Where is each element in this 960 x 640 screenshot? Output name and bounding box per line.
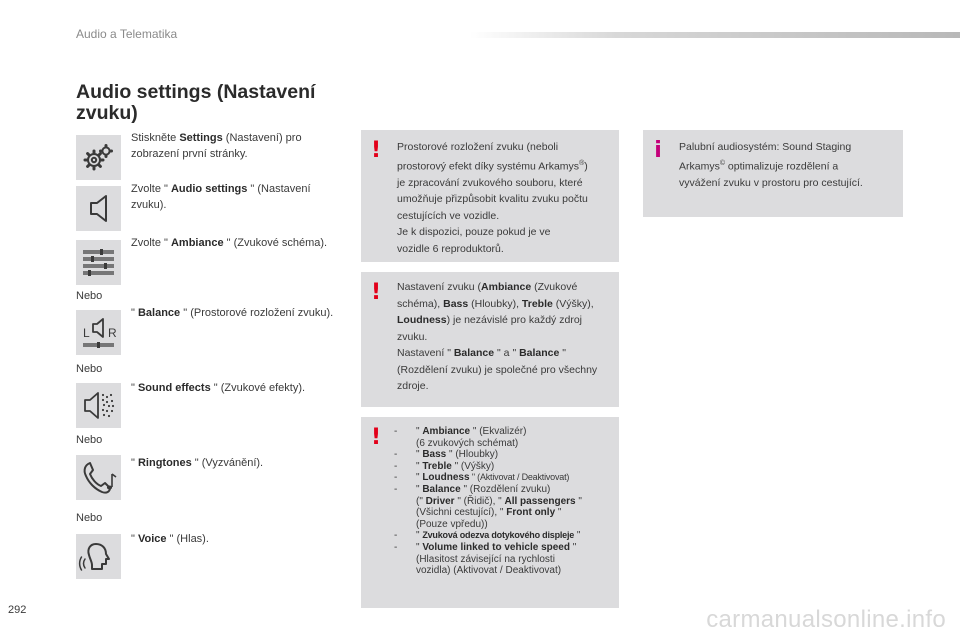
step-ringtones-text: " Ringtones " (Vyzvánění).: [131, 457, 264, 469]
sound-effects-icon: [76, 383, 121, 428]
step-sound-effects-text: " Sound effects " (Zvukové efekty).: [131, 382, 306, 394]
voice-icon: [76, 534, 121, 579]
page-number: 292: [8, 604, 27, 616]
svg-text:R: R: [108, 326, 117, 340]
or-label: Nebo: [76, 363, 103, 375]
note-text: Prostorové rozložení zvuku (neboli prostorový efekt díky systému Arkamys®) je zpracování zvukového souboru, které umožňuje přizpůsobit kvalitu zvuku počtu cestujících ve vozidle. Je k dispozici, pouze pokud je ve vozidle 6 reproduktorů.: [397, 141, 588, 255]
step-audio-settings-text: Zvolte " Audio settings " (Nastavení zvuku).: [131, 183, 311, 211]
warning-icon: !: [370, 425, 382, 450]
list-item: - " Treble " (Výšky): [394, 460, 495, 472]
warning-note-independence: [361, 272, 619, 407]
step-ambiance-text: Zvolte " Ambiance " (Zvukové schéma).: [131, 237, 328, 249]
speaker-icon: [76, 186, 121, 231]
gear-icon: [76, 135, 121, 180]
svg-text:L: L: [83, 326, 90, 340]
warning-icon: !: [370, 280, 382, 305]
list-item: - " Loudness " (Aktivovat / Deaktivovat): [394, 472, 570, 484]
options-list-panel: [361, 417, 619, 608]
header-bar: [470, 32, 960, 38]
info-icon: i: [654, 138, 662, 163]
step-voice-text: " Voice " (Hlas).: [131, 533, 209, 545]
options-list: [394, 426, 611, 577]
phone-ringtone-icon: [76, 455, 121, 500]
section-header: Audio a Telematika: [76, 27, 178, 41]
or-label: Nebo: [76, 434, 103, 446]
note-text: Palubní audiosystém: Sound Staging Arkamys© optimalizuje rozdělení a vyvážení zvuku v prostoru pro cestující.: [679, 141, 863, 189]
list-item: - " Bass " (Hloubky): [394, 449, 499, 461]
list-item: - " Ambiance " (Ekvalizér) (6 zvukových schémat): [394, 426, 527, 449]
step-settings-text: Stiskněte Settings (Nastavení) pro zobrazení první stránky.: [131, 132, 302, 160]
or-label: Nebo: [76, 512, 103, 524]
warning-note-arkamys: [361, 130, 619, 262]
list-item: - " Balance " (Rozdělení zvuku) (" Driver " (Řidič), " All passengers " (Všichni cestující), " Front only " (Pouze vpředu)): [394, 483, 582, 530]
note-text: Nastavení zvuku (Ambiance (Zvukové schéma), Bass (Hloubky), Treble (Výšky), Loudness) je nezávislé pro každý zdroj zvuku. Nastavení " Balance " a " Balance " (Rozdělení zvuku) je společné pro všechny zdroje.: [397, 281, 598, 392]
balance-icon: [76, 310, 121, 355]
info-note-sound-staging: [643, 130, 903, 217]
list-item: - " Zvuková odezva dotykového displeje ": [394, 530, 581, 542]
warning-icon: !: [370, 138, 382, 163]
step-balance-text: " Balance " (Prostorové rozložení zvuku).: [131, 307, 334, 319]
equalizer-icon: [76, 240, 121, 285]
list-item: - " Volume linked to vehicle speed " (Hlasitost závisející na rychlosti vozidla) (Aktivovat / Deaktivovat): [394, 541, 577, 577]
watermark: carmanualsonline.info: [706, 606, 946, 633]
page-title: Audio settings (Nastavení zvuku): [76, 81, 316, 124]
or-label: Nebo: [76, 290, 103, 302]
